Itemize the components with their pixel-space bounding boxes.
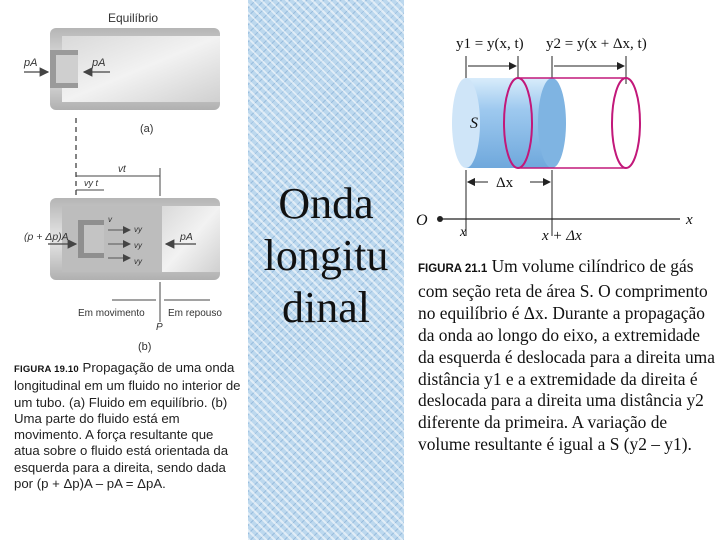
slide-title <box>248 178 404 334</box>
title-panel <box>248 0 404 540</box>
v-label-4: vy <box>134 257 142 266</box>
tube-in-motion <box>50 198 220 280</box>
sub-b-label: (b) <box>138 341 152 353</box>
origin-label: O <box>416 212 428 229</box>
tube-equilibrium <box>50 28 220 110</box>
right-figure-number: FIGURA 21.1 <box>418 263 488 275</box>
left-figure-panel <box>0 0 248 540</box>
title-line-2: longitu <box>263 231 389 280</box>
sub-a-label: (a) <box>140 123 154 135</box>
x-tick-label: x <box>460 225 467 240</box>
title-line-3: dinal <box>282 283 370 332</box>
left-caption <box>14 360 242 492</box>
x-plus-dx-tick-label: x + Δx <box>542 228 582 244</box>
left-figure-number: FIGURA 19.10 <box>14 364 79 375</box>
right-caption-text: Um volume cilíndrico de gás com seção reta de área S. O comprimento no equilíbrio é Δx. Durante a propagação da onda ao longo do eixo, a extremidade da esquerda é deslocada para a direita uma distância y1 e a extremidade da direita é deslocada para a direita uma distância y2 diferente da primeira. A variação de volume resultante é igual a S (y2 – y1). <box>418 256 715 455</box>
y1-label: y1 = y(x, t) <box>456 36 524 52</box>
cylinder-diagram <box>404 0 720 250</box>
v-label-3: vy <box>134 241 142 250</box>
tube-diagram <box>0 0 248 360</box>
in-motion-label: Em movimento <box>78 308 145 319</box>
y2-label: y2 = y(x + Δx, t) <box>546 36 647 52</box>
left-caption-text: Propagação de uma onda longitudinal em um fluido no interior de um tubo. (a) Fluido em equilíbrio. (b) Uma parte do fluido está em movimento. A força resultante que atua sobre o fluido está orientada da esquerda para a direita, sendo dada por (p + Δp)A – pA = ΔpA. <box>14 360 241 492</box>
right-boundary-ellipse <box>612 78 640 168</box>
vt-label: vt <box>118 164 126 175</box>
at-rest-label: Em repouso <box>168 308 222 319</box>
right-figure-panel <box>404 0 720 540</box>
equilibrium-label: Equilíbrio <box>108 11 159 25</box>
x-axis-label: x <box>686 212 693 228</box>
v-label-2: vy <box>134 225 142 234</box>
right-caption <box>418 256 718 456</box>
vyt-label: vy t <box>84 178 99 188</box>
force-right-label: pA <box>180 231 193 243</box>
p-label: P <box>156 322 163 333</box>
v-label-1: v <box>108 215 112 224</box>
pa-right-label: pA <box>92 57 106 69</box>
pa-left-label: pA <box>24 57 38 69</box>
force-left-label: (p + Δp)A <box>24 231 69 243</box>
title-line-1: Onda <box>278 179 374 228</box>
area-s-label: S <box>470 115 478 132</box>
delta-x-label: Δx <box>496 175 514 191</box>
